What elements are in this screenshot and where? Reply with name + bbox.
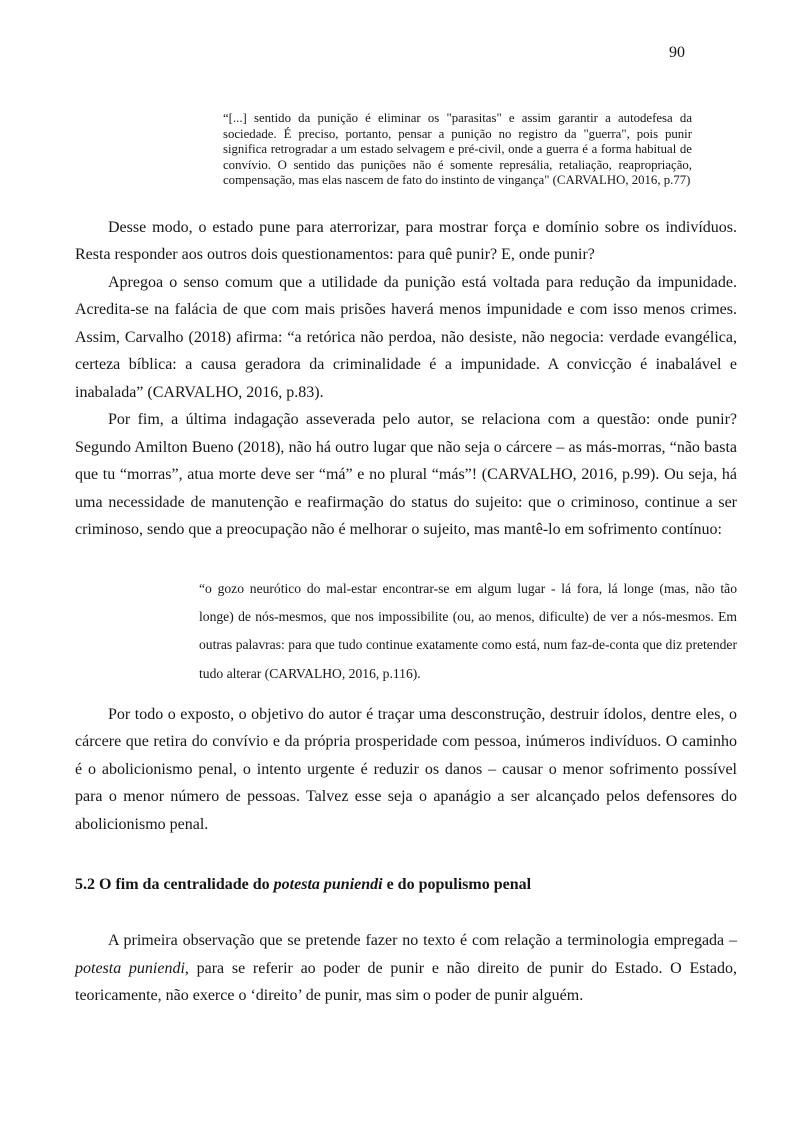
page-content [75, 0, 737, 1010]
paragraph-5 [75, 927, 737, 1010]
section-heading-suffix: e do populismo penal [382, 876, 532, 894]
paragraph-3: Por fim, a última indagação asseverada pelo autor, se relaciona com a questão: onde punir? Segundo Amilton Bueno (2018), não há outro lugar que não seja o cárcere – as más-morras, “não basta que tu “morras”, atua morte deve ser “má” e no plural “más”! (CARVALHO, 2016, p.99). Ou seja, há uma necessidade de manutenção e reafirmação do status do sujeito: que o criminoso, continue a ser criminoso, sendo que a preocupação não é melhorar o sujeito, mas mantê-lo em sofrimento contínuo: [75, 411, 737, 539]
paragraph-1: Desse modo, o estado pune para aterrorizar, para mostrar força e domínio sobre os indivíduos. Resta responder aos outros dois questionamentos: para quê punir? E, onde punir? [75, 218, 737, 264]
blockquote-carvalho-p77: “[...] sentido da punição é eliminar os "parasitas" e assim garantir a autodefesa da sociedade. É preciso, portanto, pensar a punição no registro da "guerra", pois punir significa retrogradar a um estado selvagem e pré-civil, onde a guerra é a forma habitual de convívio. O sentido das punições não é somente represália, retaliação, reapropriação, compensação, mas elas nascem de fato do instinto de vingança" (CARVALHO, 2016, p.77) [223, 111, 692, 188]
section-heading-prefix: 5.2 O fim da centralidade do [75, 876, 274, 894]
blockquote-carvalho-p116: “o gozo neurótico do mal-estar encontrar-se em algum lugar - lá fora, lá longe (mas, não tão longe) de nós-mesmos, que nos impossibilite (ou, ao menos, dificulte) de ver a nós-mesmos. Em outras palavras: para que tudo continue exatamente como está, num faz-de-conta que diz pretender tudo alterar (CARVALHO, 2016, p.116). [199, 580, 737, 681]
paragraph-5-segment-2: , para se referir ao poder de punir e não direito de punir do Estado. O Estado, teoricamente, não exerce o ‘direito’ de punir, mas sim o poder de punir alguém. [75, 959, 737, 1005]
paragraph-5-segment-1: A primeira observação que se pretende fazer no texto é com relação a terminologia empregada – [108, 932, 737, 950]
section-heading-latin-term: potesta puniendi [273, 876, 383, 894]
paragraph-4: Por todo o exposto, o objetivo do autor é traçar uma desconstrução, destruir ídolos, dentre eles, o cárcere que retira do convívio e da própria prosperidade com pessoa, inúmeros indivíduos. O caminho é o abolicionismo penal, o intento urgente é reduzir os danos – causar o menor sofrimento possível para o menor número de pessoas. Talvez esse seja o apanágio a ser alcançado pelos defensores do abolicionismo penal. [75, 705, 737, 833]
paragraph-5-latin-term: potesta puniendi [75, 959, 185, 977]
page-number: 90 [669, 44, 685, 61]
section-heading-5-2 [75, 874, 737, 896]
paragraph-2: Apregoa o senso comum que a utilidade da punição está voltada para redução da impunidade. Acredita-se na falácia de que com mais prisões haverá menos impunidade e com isso menos crimes. Assim, Carvalho (2018) afirma: “a retórica não perdoa, não desiste, não negocia: verdade evangélica, certeza bíblica: a causa geradora da criminalidade é a impunidade. A convicção é inabalável e inabalada” (CARVALHO, 2016, p.83). [75, 273, 737, 401]
